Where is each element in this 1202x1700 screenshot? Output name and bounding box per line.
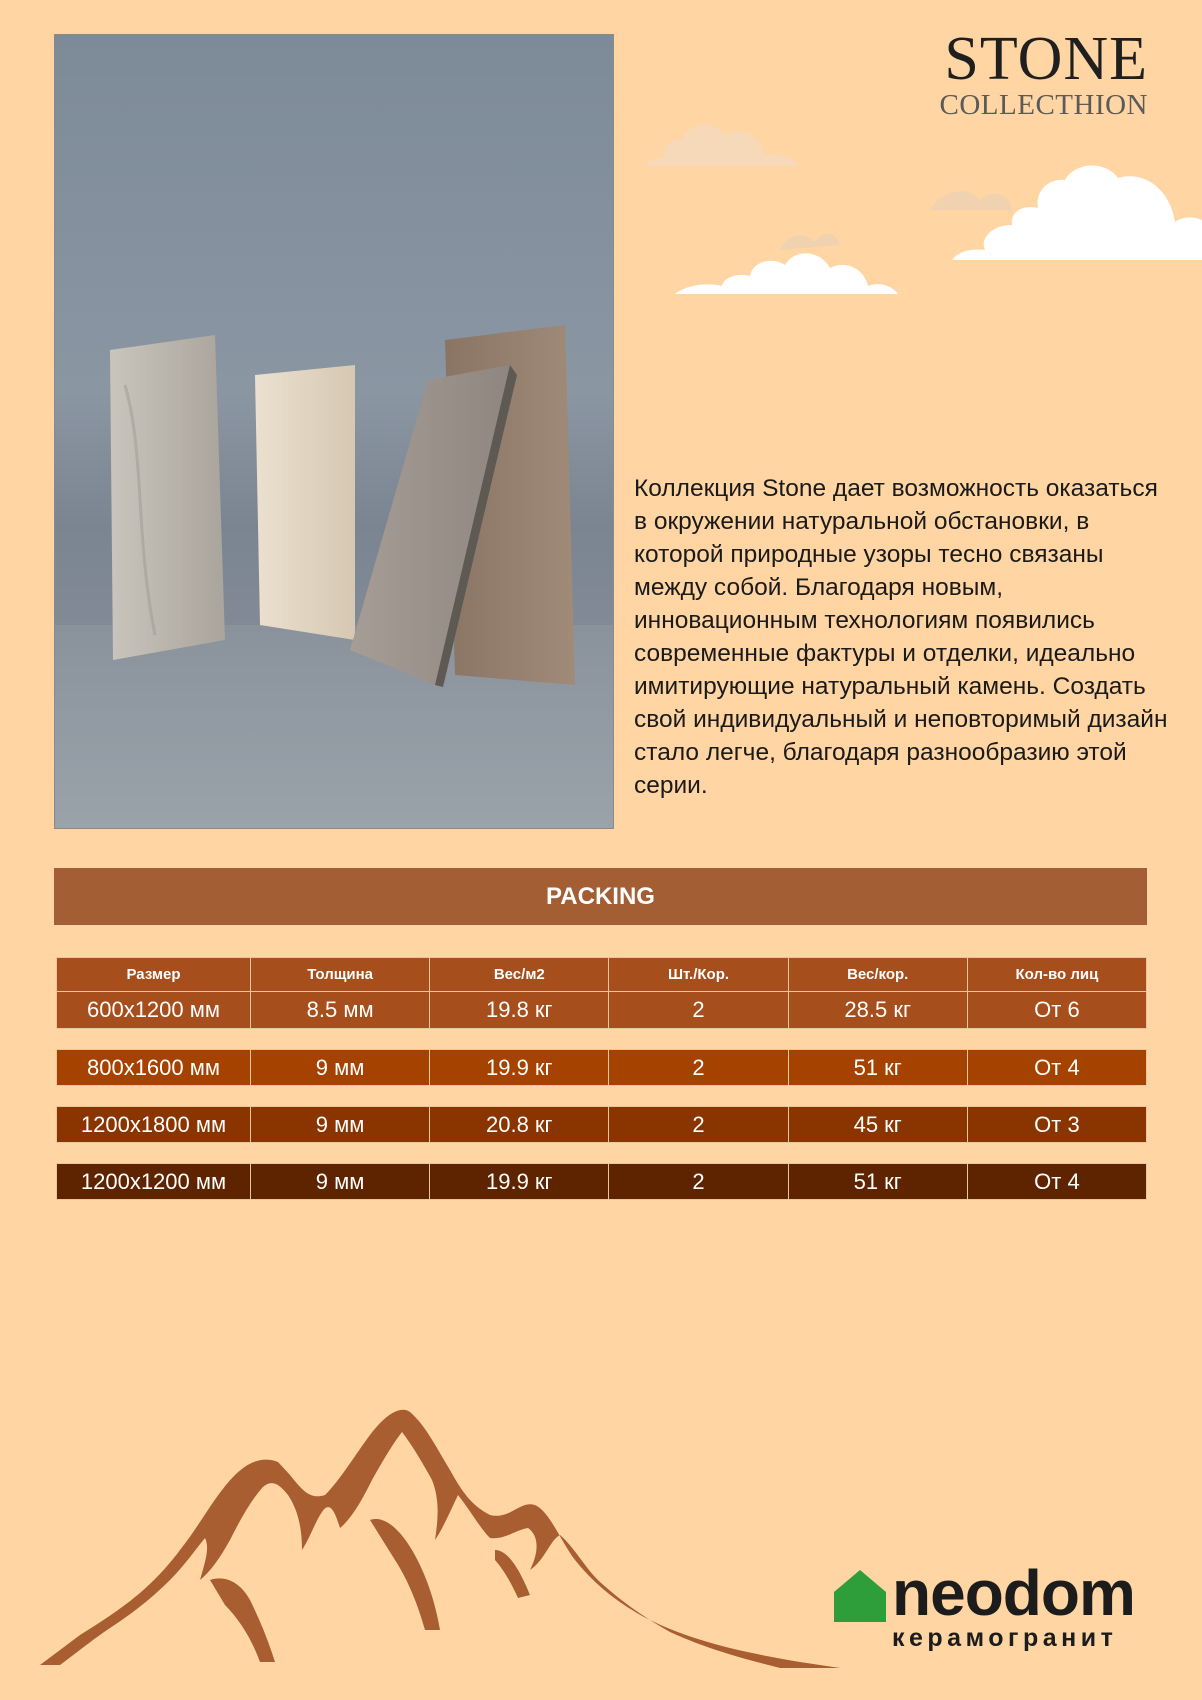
- table-cell-size: 600x1200 мм: [57, 992, 251, 1028]
- table-cell-weight-m2: 19.9 кг: [430, 1050, 609, 1085]
- table-cell-weight-box: 51 кг: [789, 1164, 968, 1199]
- cloud-icon: [780, 234, 840, 250]
- table-cell-weight-m2: 20.8 кг: [430, 1107, 609, 1142]
- cloud-icon: [645, 124, 800, 166]
- column-header: Размер: [57, 958, 251, 991]
- house-icon: [832, 1568, 888, 1624]
- mountain-icon: [40, 1400, 840, 1670]
- logo-wordmark: neodom: [892, 1557, 1135, 1629]
- table-cell-thickness: 9 мм: [251, 1050, 430, 1085]
- table-cell-pieces-box: 2: [609, 992, 788, 1028]
- logo-tagline: керамогранит: [892, 1624, 1118, 1652]
- cloud-icon: [930, 191, 1012, 210]
- column-header: Кол-во лиц: [1015, 966, 1099, 983]
- table-cell-faces: От 6: [1034, 997, 1080, 1022]
- table-cell-weight-box: 45 кг: [789, 1107, 968, 1142]
- slab-beige: [255, 365, 355, 640]
- table-cell-weight-m2: 19.8 кг: [430, 992, 609, 1028]
- table-cell-thickness: 9 мм: [251, 1164, 430, 1199]
- column-header: Вес/кор.: [789, 958, 968, 991]
- packing-header: PACKING: [54, 868, 1147, 925]
- table-cell-faces: От 4: [1034, 1054, 1080, 1080]
- table-cell-size: 1200x1800 мм: [57, 1107, 251, 1142]
- table-cell-weight-box: 28.5 кг: [789, 992, 968, 1028]
- slab-grey-travertine: [110, 335, 225, 660]
- tile-slabs-illustration: [55, 35, 614, 829]
- table-cell-faces: От 4: [1034, 1168, 1080, 1194]
- table-row: [56, 1049, 1147, 1086]
- product-photo: [54, 34, 614, 829]
- cloud-icon: [675, 253, 898, 294]
- table-cell-pieces-box: 2: [609, 1107, 788, 1142]
- collection-description: Коллекция Stone дает возможность оказаться в окружении натуральной обстановки, в которой природные узоры тесно связаны между собой. Благодаря новым, инновационным технологиям появились современные фактуры и отделки, идеально имитирующие натуральный камень. Создать свой индивидуальный и неповторимый дизайн стало легче, благодаря разнообразию этой серии.: [634, 475, 1168, 799]
- table-header-row: [56, 957, 1147, 992]
- column-header: Шт./Кор.: [609, 958, 788, 991]
- table-row: [56, 1106, 1147, 1143]
- table-row: [56, 1163, 1147, 1200]
- table-cell-thickness: 9 мм: [251, 1107, 430, 1142]
- collection-title: STONE: [944, 25, 1148, 93]
- clouds-decoration: [640, 100, 1202, 310]
- table-cell-weight-m2: 19.9 кг: [430, 1164, 609, 1199]
- column-header: Вес/м2: [430, 958, 609, 991]
- cloud-icon: [952, 165, 1202, 260]
- table-cell-pieces-box: 2: [609, 1164, 788, 1199]
- neodom-logo: [830, 1557, 1150, 1658]
- table-cell-size: 1200x1200 мм: [57, 1164, 251, 1199]
- column-header: Толщина: [251, 958, 430, 991]
- table-cell-size: 800x1600 мм: [57, 1050, 251, 1085]
- collection-subtitle: COLLECTHION: [939, 89, 1148, 121]
- table-cell-faces: От 3: [1034, 1111, 1080, 1137]
- table-cell-weight-box: 51 кг: [789, 1050, 968, 1085]
- table-cell-thickness: 8.5 мм: [251, 992, 430, 1028]
- table-cell-pieces-box: 2: [609, 1050, 788, 1085]
- table-row: [56, 992, 1147, 1029]
- packing-table: [56, 957, 1147, 1200]
